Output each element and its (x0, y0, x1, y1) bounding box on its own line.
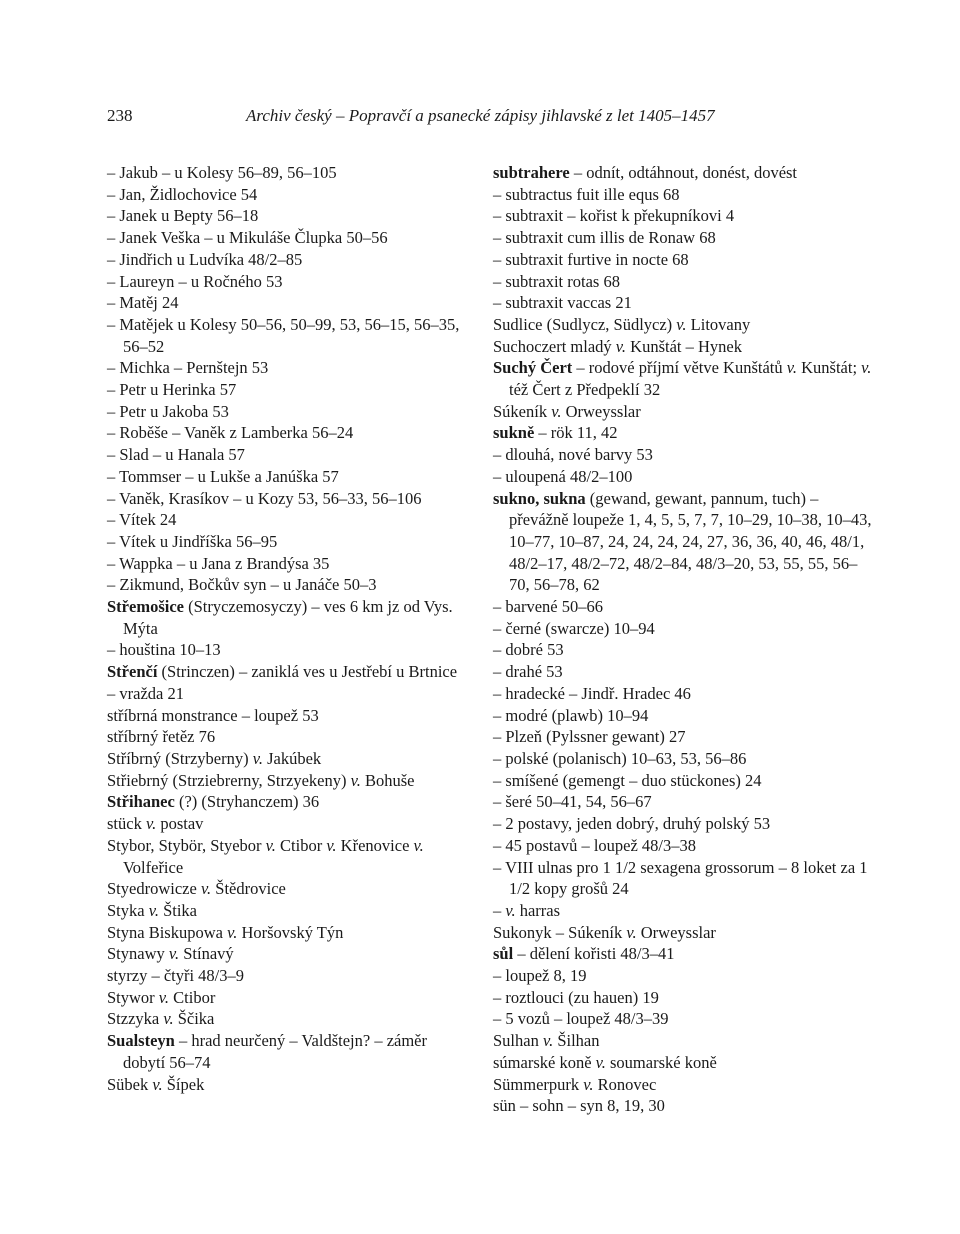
index-entry (107, 379, 467, 401)
index-entry (107, 770, 467, 792)
index-entry (493, 227, 873, 249)
entry-text: – 2 postavy, jeden dobrý, druhý polský 53 (493, 814, 771, 834)
entry-reference-marker: v. (145, 814, 157, 834)
entry-headword: subtrahere (493, 163, 570, 182)
index-entry (107, 965, 467, 987)
index-entry (493, 271, 873, 293)
entry-text: – šeré 50–41, 54, 56–67 (493, 792, 652, 812)
entry-text: Stzzyka (107, 1009, 164, 1029)
entry-text: – subtraxit cum illis de Ronaw 68 (493, 228, 716, 248)
entry-text: Suchoczert mladý (493, 336, 616, 356)
entry-reference-marker: v. (227, 922, 238, 942)
entry-text: – roztlouci (zu hauen) 19 (493, 987, 659, 1007)
entry-text: Štika (158, 900, 197, 920)
index-entry (107, 466, 467, 488)
index-entry (107, 574, 467, 596)
entry-text: – Michka – Pernštejn 53 (107, 358, 269, 378)
index-entry (107, 748, 467, 770)
index-entry (107, 639, 467, 661)
index-entry (493, 466, 873, 488)
index-entry (493, 205, 873, 227)
entry-text: – Petr u Jakoba 53 (107, 401, 229, 421)
entry-reference-marker: v. (350, 770, 361, 790)
entry-headword: Střemošice (107, 597, 184, 617)
entry-headword: Střihanec (107, 792, 175, 812)
entry-text: styrzy – čtyři 48/3–9 (107, 966, 245, 986)
entry-text: – Jindřich u Ludvíka 48/2–85 (107, 249, 303, 269)
index-entry (493, 249, 873, 271)
entry-text: Styedrowicze (107, 879, 201, 899)
index-entry (493, 444, 873, 466)
entry-text: Kunštát; (797, 358, 862, 378)
entry-text: – uloupená 48/2–100 (493, 466, 633, 486)
entry-text: – odnít, odtáhnout, donést, dovést (569, 163, 798, 182)
index-entry (107, 227, 467, 249)
entry-text: – Vítek 24 (107, 510, 177, 530)
entry-text: Stříbrný (Strzyberny) (107, 748, 253, 768)
index-column-right (493, 162, 873, 1117)
entry-text: Súkeník (493, 401, 552, 421)
index-entry (493, 1030, 873, 1052)
entry-text: Kunštát – Hynek (626, 336, 742, 356)
entry-text: Orweysslar (561, 401, 641, 421)
entry-reference-marker: v. (252, 748, 263, 768)
entry-text: – Tommser – u Lukše a Janúška 57 (107, 466, 339, 486)
index-entry (493, 162, 873, 184)
entry-text: Stywor (107, 987, 159, 1007)
index-entry (493, 618, 873, 640)
entry-text: též Čert z Předpeklí 32 (509, 380, 661, 400)
index-entry (107, 1030, 467, 1073)
entry-headword: Střenčí (107, 662, 158, 682)
entry-text: Horšovský Týn (237, 922, 344, 942)
index-entry (107, 835, 467, 878)
index-entry (107, 553, 467, 575)
entry-text: – (493, 900, 506, 920)
index-entry (107, 357, 467, 379)
index-entry (493, 1008, 873, 1030)
entry-reference-marker: v. (542, 1031, 554, 1051)
index-entry (107, 488, 467, 510)
entry-text: sün – sohn – syn 8, 19, 30 (493, 1096, 665, 1116)
index-entry (493, 813, 873, 835)
entry-text: – Laureyn – u Ročného 53 (107, 271, 283, 291)
entry-text: – 5 vozů – loupež 48/3–39 (493, 1009, 669, 1029)
entry-text: Sudlice (Sudlycz, Südlycz) (493, 314, 677, 334)
entry-text: – hrad neurčený – Valdštejn? – záměr dobytí 56–74 (123, 1031, 427, 1072)
index-entry (493, 683, 873, 705)
entry-reference-marker: v. (595, 1052, 606, 1072)
entry-text: – smíšené (gemengt – duo stückones) 24 (493, 770, 762, 790)
entry-text: – Petr u Herinka 57 (107, 380, 237, 400)
entry-text: (gewand, gewant, pannum, tuch) – převážně loupeže 1, 4, 5, 5, 7, 7, 10–29, 10–38, 10–43, 10–77, 10–87, 24, 24, 24, 24, 27, 36, 36, 40, 46, 48/1, 48/2–17, 48/2–72, 48/2–84, 48/3–20, 53, 55, 55, 56–70, 56–78, 62 (509, 488, 872, 595)
entry-text: – Vítek u Jindříška 56–95 (107, 531, 278, 551)
index-entry (107, 1074, 467, 1096)
index-entry (107, 531, 467, 553)
entry-text: Sulhan (493, 1031, 543, 1051)
entry-text: – Roběše – Vaněk z Lamberka 56–24 (107, 423, 354, 443)
index-entry (493, 292, 873, 314)
index-entry (493, 422, 873, 444)
entry-text: – Janek Veška – u Mikuláše Člupka 50–56 (107, 228, 388, 248)
entry-text: – dobré 53 (493, 640, 564, 660)
entry-reference-marker: v. (148, 900, 159, 920)
entry-text: – Wappka – u Jana z Brandýsa 35 (107, 553, 330, 573)
index-entry (107, 813, 467, 835)
entry-text: Ščika (173, 1009, 215, 1029)
index-entry (107, 184, 467, 206)
index-entry (107, 726, 467, 748)
entry-text: – subtraxit vaccas 21 (493, 293, 632, 313)
index-entry (107, 422, 467, 444)
index-entry (107, 162, 467, 184)
entry-text: (?) (Stryhanczem) 36 (174, 792, 320, 812)
entry-reference-marker: v. (168, 944, 180, 964)
index-entry (107, 444, 467, 466)
entry-text: – rodové příjmí větve Kunštátů (572, 358, 787, 378)
entry-text: – Jan, Židlochovice 54 (107, 184, 258, 204)
entry-text: Orweysslar (636, 922, 716, 942)
index-entry (493, 336, 873, 358)
index-entry (493, 705, 873, 727)
entry-text: Sümmerpurk (493, 1074, 584, 1094)
entry-headword: Sualsteyn (107, 1031, 175, 1051)
entry-text: – Slad – u Hanala 57 (107, 445, 245, 465)
entry-reference-marker: v. (505, 900, 516, 920)
entry-text: Stynawy (107, 944, 169, 964)
entry-text: Šípek (162, 1074, 205, 1094)
index-entry (107, 314, 467, 357)
entry-reference-marker: v. (152, 1074, 163, 1094)
index-entry (493, 184, 873, 206)
entry-reference-marker: v. (158, 987, 170, 1007)
entry-text: Stybor, Stybör, Styebor (107, 835, 266, 855)
entry-text: – subtraxit furtive in nocte 68 (493, 249, 689, 269)
entry-text: – hradecké – Jindř. Hradec 46 (493, 683, 691, 703)
index-entry (493, 987, 873, 1009)
index-entry (107, 661, 467, 683)
entry-text: Ctibor (169, 987, 216, 1007)
entry-text: postav (156, 814, 204, 834)
entry-text: (Stryczemosyczy) – ves 6 km jz od Vys. Mýta (123, 597, 453, 638)
index-entry (493, 857, 873, 900)
entry-reference-marker: v. (413, 835, 424, 855)
entry-text: – vražda 21 (107, 683, 184, 703)
entry-text: Ronovec (593, 1074, 657, 1094)
index-entry (107, 900, 467, 922)
entry-text: – barvené 50–66 (493, 597, 603, 617)
index-entry (493, 401, 873, 423)
entry-text: Střiebrný (Strziebrerny, Strzyekeny) (107, 770, 351, 790)
entry-reference-marker: v. (163, 1009, 174, 1029)
index-entry (107, 401, 467, 423)
entry-text: Stínavý (179, 944, 234, 964)
entry-text: harras (515, 900, 561, 920)
entry-text: – Janek u Bepty 56–18 (107, 206, 259, 226)
index-entry (493, 1074, 873, 1096)
index-entry (107, 791, 467, 813)
index-entry (493, 943, 873, 965)
entry-text: (Strinczen) – zaniklá ves u Jestřebí u Brtnice (157, 662, 458, 682)
entry-text: stříbrná monstrance – loupež 53 (107, 705, 319, 725)
entry-text: Volfeřice (123, 857, 184, 877)
entry-text: – VIII ulnas pro 1 1/2 sexagena grossorum – 8 loket za 1 1/2 kopy grošů 24 (493, 857, 868, 899)
entry-text: Ctibor (275, 835, 327, 855)
entry-reference-marker: v. (626, 922, 637, 942)
index-entry (493, 835, 873, 857)
index-entry (107, 987, 467, 1009)
entry-text: Bohuše (360, 770, 415, 790)
entry-text: – Jakub – u Kolesy 56–89, 56–105 (107, 163, 337, 182)
entry-headword: Suchý Čert (493, 358, 573, 378)
entry-text: – Zikmund, Bočkův syn – u Janáče 50–3 (107, 575, 377, 595)
index-entry (493, 639, 873, 661)
entry-text: – drahé 53 (493, 662, 563, 682)
entry-text: – houština 10–13 (107, 640, 221, 660)
entry-text: stříbrný řetěz 76 (107, 727, 216, 747)
index-entry (493, 488, 873, 597)
index-entry (107, 292, 467, 314)
entry-text: – Plzeň (Pylssner gewant) 27 (493, 727, 686, 747)
entry-text: – loupež 8, 19 (493, 966, 587, 986)
entry-text: Štědrovice (211, 879, 286, 899)
entry-text: – polské (polanisch) 10–63, 53, 56–86 (493, 748, 747, 768)
entry-text: Litovany (686, 314, 751, 334)
entry-reference-marker: v. (861, 358, 872, 378)
entry-text: Styna Biskupowa (107, 922, 228, 942)
index-entry (493, 314, 873, 336)
index-entry (493, 357, 873, 400)
entry-reference-marker: v. (786, 358, 797, 378)
index-entry (107, 922, 467, 944)
entry-headword: sukno, sukna (493, 488, 586, 508)
entry-text: – Vaněk, Krasíkov – u Kozy 53, 56–33, 56–106 (107, 488, 422, 508)
index-entry (107, 596, 467, 639)
entry-reference-marker: v. (615, 336, 627, 356)
index-entry (107, 205, 467, 227)
entry-text: – subtractus fuit ille equs 68 (493, 184, 680, 204)
index-entry (493, 900, 873, 922)
entry-text: soumarské koně (605, 1052, 717, 1072)
entry-reference-marker: v. (200, 879, 212, 899)
index-entry (493, 791, 873, 813)
entry-text: stück (107, 814, 146, 834)
index-column-left (107, 162, 467, 1095)
index-entry (493, 726, 873, 748)
index-entry (493, 1052, 873, 1074)
index-entry (493, 965, 873, 987)
entry-text: – dlouhá, nové barvy 53 (493, 445, 653, 465)
entry-text: – rök 11, 42 (534, 423, 618, 443)
entry-text: – 45 postavů – loupež 48/3–38 (493, 835, 697, 855)
entry-text: – Matěj 24 (107, 293, 179, 313)
entry-text: – modré (plawb) 10–94 (493, 705, 649, 725)
entry-reference-marker: v. (583, 1074, 594, 1094)
index-entry (493, 661, 873, 683)
index-entry (493, 748, 873, 770)
index-entry (493, 922, 873, 944)
index-entry (107, 683, 467, 705)
index-entry (493, 770, 873, 792)
entry-text: – subtraxit rotas 68 (493, 271, 620, 291)
entry-text: súmarské koně (493, 1052, 596, 1072)
entry-text: – dělení kořisti 48/3–41 (513, 944, 675, 964)
entry-text: – Matějek u Kolesy 50–56, 50–99, 53, 56–15, 56–35, 56–52 (107, 314, 460, 356)
index-entry (107, 249, 467, 271)
entry-reference-marker: v. (551, 401, 562, 421)
entry-reference-marker: v. (676, 314, 687, 334)
entry-text: Sukonyk – Súkeník (493, 922, 627, 942)
entry-text: Sübek (107, 1074, 153, 1094)
index-entry (107, 943, 467, 965)
entry-headword: sůl (493, 944, 514, 964)
entry-text: Šilhan (553, 1031, 600, 1051)
entry-text: Křenovice (336, 835, 414, 855)
entry-text: Styka (107, 900, 149, 920)
entry-reference-marker: v. (326, 835, 337, 855)
entry-reference-marker: v. (265, 835, 276, 855)
index-entry (107, 509, 467, 531)
entry-text: – subtraxit – kořist k překupníkovi 4 (493, 206, 735, 226)
index-entry (107, 1008, 467, 1030)
index-entry (107, 705, 467, 727)
entry-headword: sukně (493, 423, 535, 443)
index-entry (107, 271, 467, 293)
running-head: Archiv český – Popravčí a psanecké zápisy jihlavské z let 1405–1457 (246, 106, 715, 125)
entry-text: – černé (swarcze) 10–94 (493, 618, 655, 638)
page-number: 238 (107, 106, 133, 125)
index-entry (107, 878, 467, 900)
index-entry (493, 1095, 873, 1117)
index-entry (493, 596, 873, 618)
entry-text: Jakúbek (262, 748, 322, 768)
